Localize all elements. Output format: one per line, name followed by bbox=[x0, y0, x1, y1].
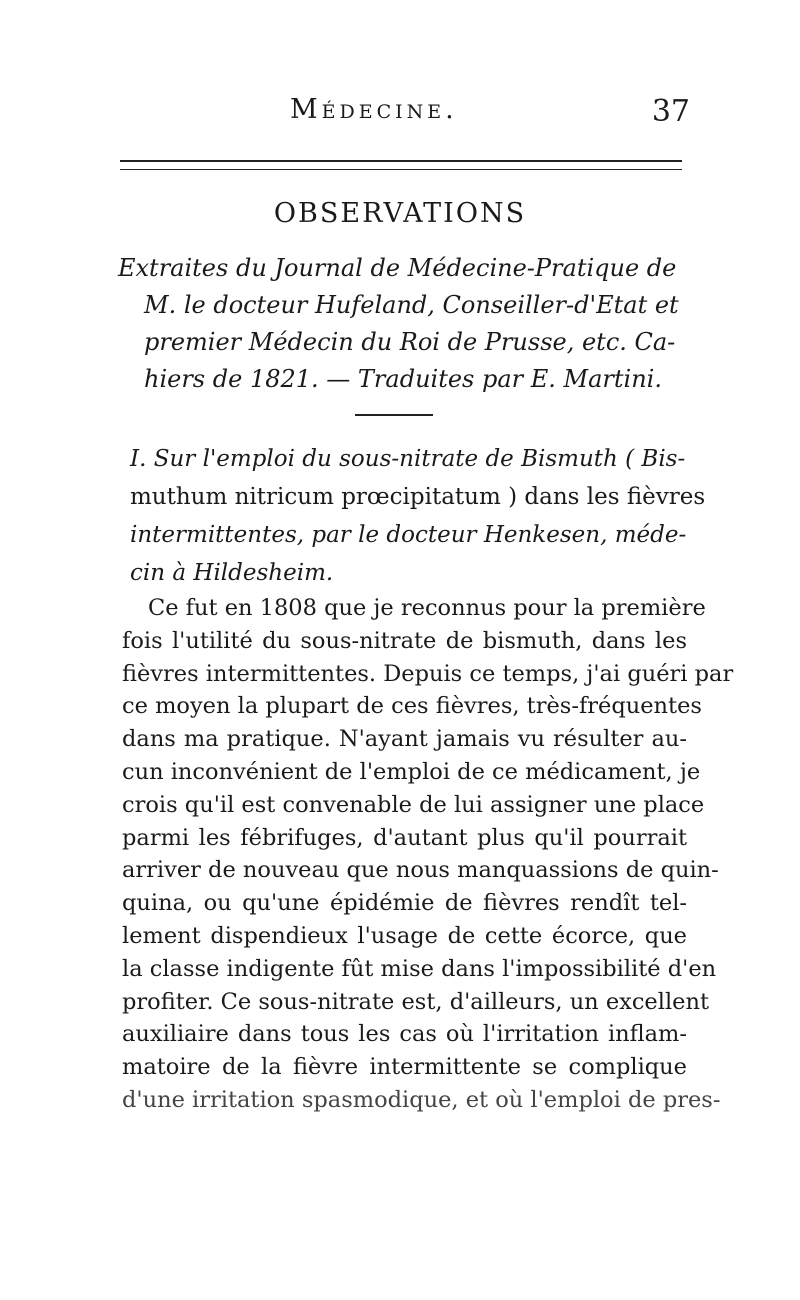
body-line: quina, ou qu'une épidémie de fièvres rendît tel- bbox=[122, 890, 687, 917]
section-heading-line: I. Sur l'emploi du sous-nitrate de Bismuth ( Bis- bbox=[130, 446, 686, 472]
body-line: d'une irritation spasmodique, et où l'emploi de pres- bbox=[122, 1086, 721, 1113]
section-divider bbox=[355, 414, 433, 416]
body-line: profiter. Ce sous-nitrate est, d'ailleurs, un excellent bbox=[122, 988, 709, 1015]
body-line: fois l'utilité du sous-nitrate de bismuth, dans les bbox=[122, 627, 687, 654]
body-line: ce moyen la plupart de ces fièvres, très-fréquentes bbox=[122, 693, 702, 720]
running-title: Médecine. bbox=[290, 94, 458, 125]
section-heading-line: muthum nitricum prœcipitatum ) dans les fièvres bbox=[130, 484, 706, 510]
body-line: Ce fut en 1808 que je reconnus pour la première bbox=[148, 595, 706, 621]
header-rule bbox=[120, 160, 682, 170]
subtitle-line: M. le docteur Hufeland, Conseiller-d'Etat et bbox=[144, 291, 679, 319]
body-line: lement dispendieux l'usage de cette écorce, que bbox=[122, 922, 687, 949]
body-line: dans ma pratique. N'ayant jamais vu résulter au- bbox=[122, 726, 687, 753]
body-line: fièvres intermittentes. Depuis ce temps, j'ai guéri par bbox=[122, 660, 734, 687]
section-heading-line: intermittentes, par le docteur Henkesen, méde- bbox=[130, 522, 687, 548]
subtitle-line: hiers de 1821. — Traduites par E. Martini. bbox=[144, 365, 662, 393]
page-number: 37 bbox=[651, 94, 690, 129]
subtitle-line: premier Médecin du Roi de Prusse, etc. Ca- bbox=[144, 328, 676, 356]
article-subtitle bbox=[118, 250, 678, 398]
body-paragraph bbox=[122, 592, 734, 1117]
body-line: parmi les fébrifuges, d'autant plus qu'il pourrait bbox=[122, 824, 687, 851]
body-line: matoire de la fièvre intermittente se complique bbox=[122, 1054, 687, 1081]
body-line: cun inconvénient de l'emploi de ce médicament, je bbox=[122, 758, 701, 785]
section-heading bbox=[130, 440, 706, 592]
body-line: la classe indigente fût mise dans l'impossibilité d'en bbox=[122, 955, 717, 982]
article-title: OBSERVATIONS bbox=[273, 198, 527, 229]
body-line: crois qu'il est convenable de lui assigner une place bbox=[122, 791, 705, 818]
body-line: auxiliaire dans tous les cas où l'irritation inflam- bbox=[122, 1021, 687, 1048]
page-header bbox=[110, 90, 690, 140]
body-line: arriver de nouveau que nous manquassions de quin- bbox=[122, 857, 719, 884]
subtitle-line: Extraites du Journal de Médecine-Pratique de bbox=[118, 254, 677, 282]
section-heading-line: cin à Hildesheim. bbox=[130, 560, 334, 586]
